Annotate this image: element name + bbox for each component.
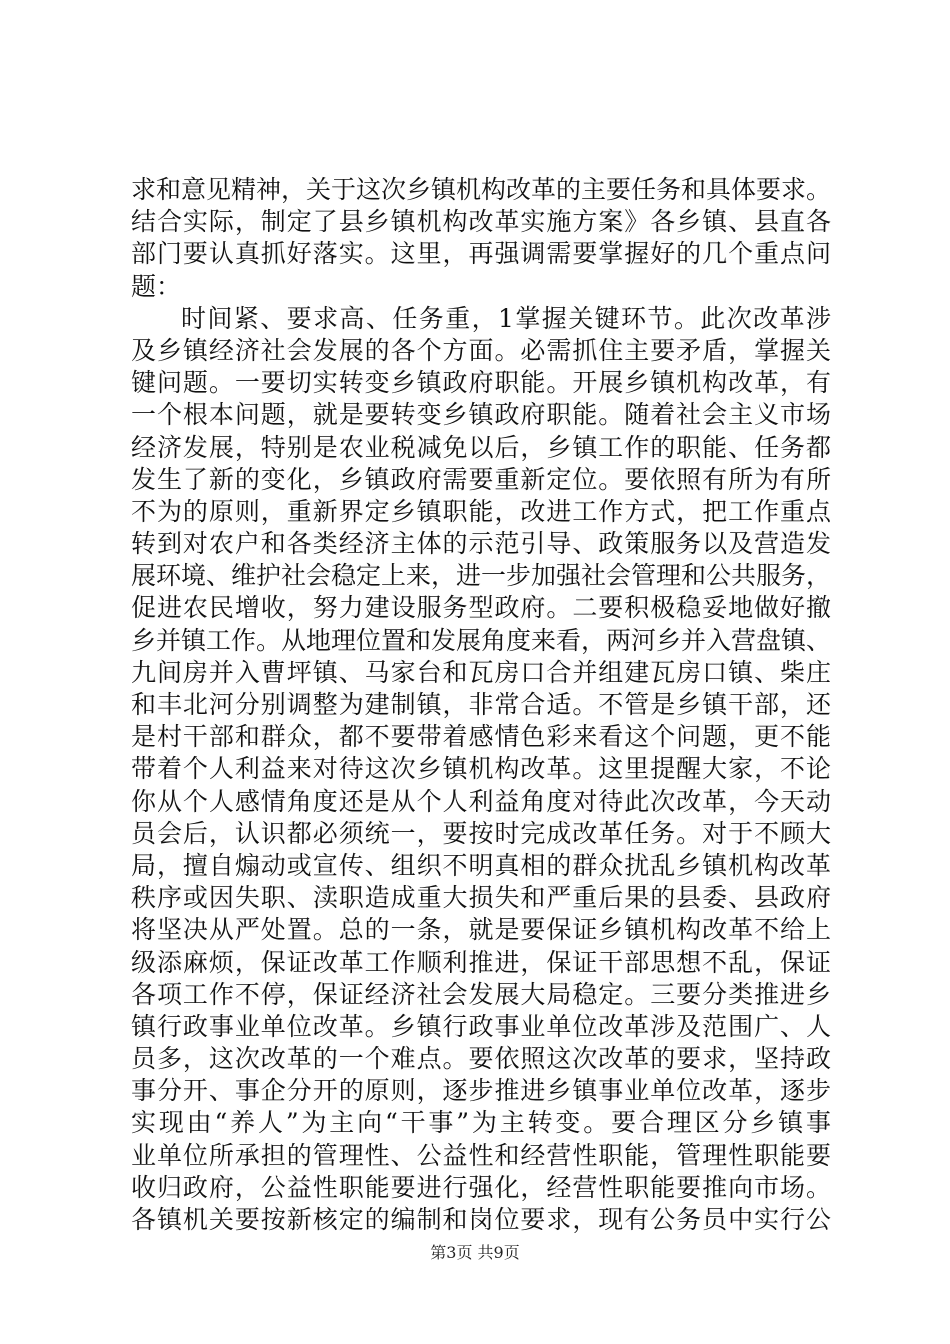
text-line: 不为的原则，重新界定乡镇职能，改进工作方式，把工作重点 [131,496,831,526]
paragraph [131,303,831,1236]
text-line: 发生了新的变化，乡镇政府需要重新定位。要依照有所为有所 [131,464,831,494]
text-line: 收归政府，公益性职能要进行强化，经营性职能要推向市场。 [131,1172,831,1202]
text-line: 实现由“养人”为主向“干事”为主转变。要合理区分乡镇事 [131,1108,831,1138]
text-line: 时间紧、要求高、任务重，1掌握关键环节。此次改革涉 [181,303,831,333]
text-line: 乡并镇工作。从地理位置和发展角度来看，两河乡并入营盘镇、 [131,625,831,655]
text-line: 将坚决从严处置。总的一条，就是要保证乡镇机构改革不给上 [131,915,831,945]
text-line: 员多，这次改革的一个难点。要依照这次改革的要求，坚持政 [131,1044,831,1074]
paragraph [131,174,831,303]
text-line: 键问题。一要切实转变乡镇政府职能。开展乡镇机构改革，有 [131,368,831,398]
text-line: 各镇机关要按新核定的编制和岗位要求，现有公务员中实行公 [131,1205,831,1234]
text-line: 结合实际，制定了县乡镇机构改革实施方案》各乡镇、县直各 [131,207,831,237]
text-line: 展环境、维护社会稳定上来，进一步加强社会管理和公共服务， [131,561,831,591]
text-line: 镇行政事业单位改革。乡镇行政事业单位改革涉及范围广、人 [131,1011,831,1041]
text-line: 求和意见精神，关于这次乡镇机构改革的主要任务和具体要求。 [131,175,831,204]
text-line: 和丰北河分别调整为建制镇，非常合适。不管是乡镇干部，还 [131,690,831,719]
page-footer: 第3页 共9页 [430,1243,520,1262]
text-line: 局，擅自煽动或宣传、组织不明真相的群众扰乱乡镇机构改革 [131,850,831,880]
text-line: 是村干部和群众，都不要带着感情色彩来看这个问题，更不能 [131,722,831,752]
text-line: 及乡镇经济社会发展的各个方面。必需抓住主要矛盾，掌握关 [131,335,831,365]
text-line: 部门要认真抓好落实。这里，再强调需要掌握好的几个重点问 [131,239,831,269]
text-line: 一个根本问题，就是要转变乡镇政府职能。随着社会主义市场 [131,400,831,430]
text-line: 事分开、事企分开的原则，逐步推进乡镇事业单位改革，逐步 [131,1076,831,1106]
text-line: 题： [131,271,182,301]
text-line: 各项工作不停，保证经济社会发展大局稳定。三要分类推进乡 [131,979,831,1009]
text-line: 你从个人感情角度还是从个人利益角度对待此次改革，今天动 [131,786,831,816]
document-body [131,174,831,1236]
text-line: 级添麻烦，保证改革工作顺利推进，保证干部思想不乱，保证 [131,947,831,977]
text-line: 经济发展，特别是农业税减免以后，乡镇工作的职能、任务都 [131,432,831,462]
text-line: 员会后，认识都必须统一，要按时完成改革任务。对于不顾大 [131,818,831,848]
text-line: 秩序或因失职、渎职造成重大损失和严重后果的县委、县政府 [131,883,831,913]
text-line: 业单位所承担的管理性、公益性和经营性职能，管理性职能要 [131,1140,831,1170]
text-line: 促进农民增收，努力建设服务型政府。二要积极稳妥地做好撤 [131,593,831,623]
text-line: 九间房并入曹坪镇、马家台和瓦房口合并组建瓦房口镇、柴庄 [131,657,831,687]
text-line: 带着个人利益来对待这次乡镇机构改革。这里提醒大家，不论 [131,754,831,784]
text-line: 转到对农户和各类经济主体的示范引导、政策服务以及营造发 [131,529,831,559]
